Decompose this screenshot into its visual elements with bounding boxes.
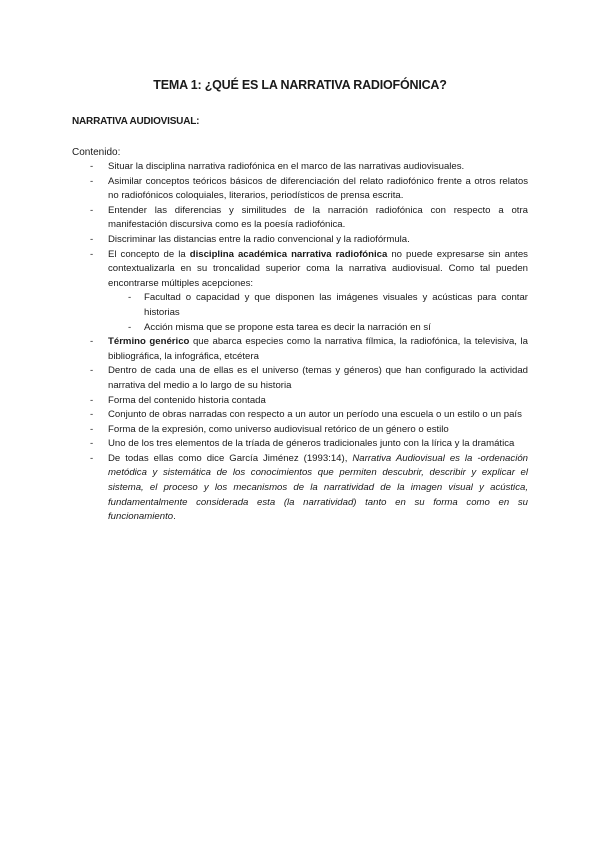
- list-item: - Entender las diferencias y similitudes de la narración radiofónica con respecto a otra manifestación discursiva como es la poesía radiofónica.: [72, 204, 528, 233]
- text-span: El concepto de la: [108, 248, 190, 260]
- list-item: - Uno de los tres elementos de la tríada de géneros tradicionales junto con la lírica y la dramática: [72, 437, 528, 452]
- sub-list: [108, 291, 528, 335]
- list-item: - Conjunto de obras narradas con respecto a un autor un período una escuela o un estilo o un país: [72, 408, 528, 423]
- list-item: - Forma de la expresión, como universo audiovisual retórico de un género o estilo: [72, 423, 528, 438]
- list-item: [72, 335, 528, 364]
- text-span: que abarca especies como la narrativa fílmica, la radiofónica, la televisiva, la bibliográfica, la infográfica, etcétera: [108, 336, 528, 362]
- list-item: - Situar la disciplina narrativa radiofónica en el marco de las narrativas audiovisuales.: [72, 160, 528, 175]
- list-item: [72, 248, 528, 336]
- sub-list-item: - Acción misma que se propone esta tarea es decir la narración en sí: [108, 321, 528, 336]
- bold-term: disciplina académica narrativa radiofónica: [189, 248, 388, 260]
- list-item: - Asimilar conceptos teóricos básicos de diferenciación del relato radiofónico frente a otros relatos no radiofónicos coloquiales, literarios, periodísticos de prensa escrita.: [72, 175, 528, 204]
- content-list: [72, 160, 528, 525]
- bullet-list: [72, 160, 528, 525]
- sub-list-item: - Facultad o capacidad y que disponen las imágenes visuales y acústicas para contar historias: [108, 291, 528, 320]
- list-item: [72, 452, 528, 525]
- list-item: - Discriminar las distancias entre la radio convencional y la radiofórmula.: [72, 233, 528, 248]
- text-span: .: [173, 511, 176, 523]
- section-heading: NARRATIVA AUDIOVISUAL:: [72, 116, 200, 127]
- text-span: no puede expresarse sin antes contextualizarla en su troncalidad superior coma la narrativa audiovisual. Como tal pueden encontrarse múltiples acepciones:: [108, 248, 528, 289]
- contenido-label: Contenido:: [72, 147, 121, 158]
- list-item: - Dentro de cada una de ellas es el universo (temas y géneros) que han configurado la actividad narrativa del medio a lo largo de su historia: [72, 364, 528, 393]
- text-span: De todas ellas como dice García Jiménez (1993:14),: [108, 452, 353, 464]
- list-item: - Forma del contenido historia contada: [72, 394, 528, 409]
- page-title: TEMA 1: ¿QUÉ ES LA NARRATIVA RADIOFÓNICA?: [153, 78, 447, 92]
- quote-italic: Narrativa Audiovisual es la -ordenación metódica y sistemática de los conocimientos que permiten descubrir, describir y explicar el sistema, el proceso y los mecanismos de la narratividad de la imagen visual y acústica, fundamentalmente considerada esta (la narratividad) tanto en su forma como en su funcionamiento: [108, 452, 528, 523]
- bold-term: Término genérico: [108, 336, 190, 348]
